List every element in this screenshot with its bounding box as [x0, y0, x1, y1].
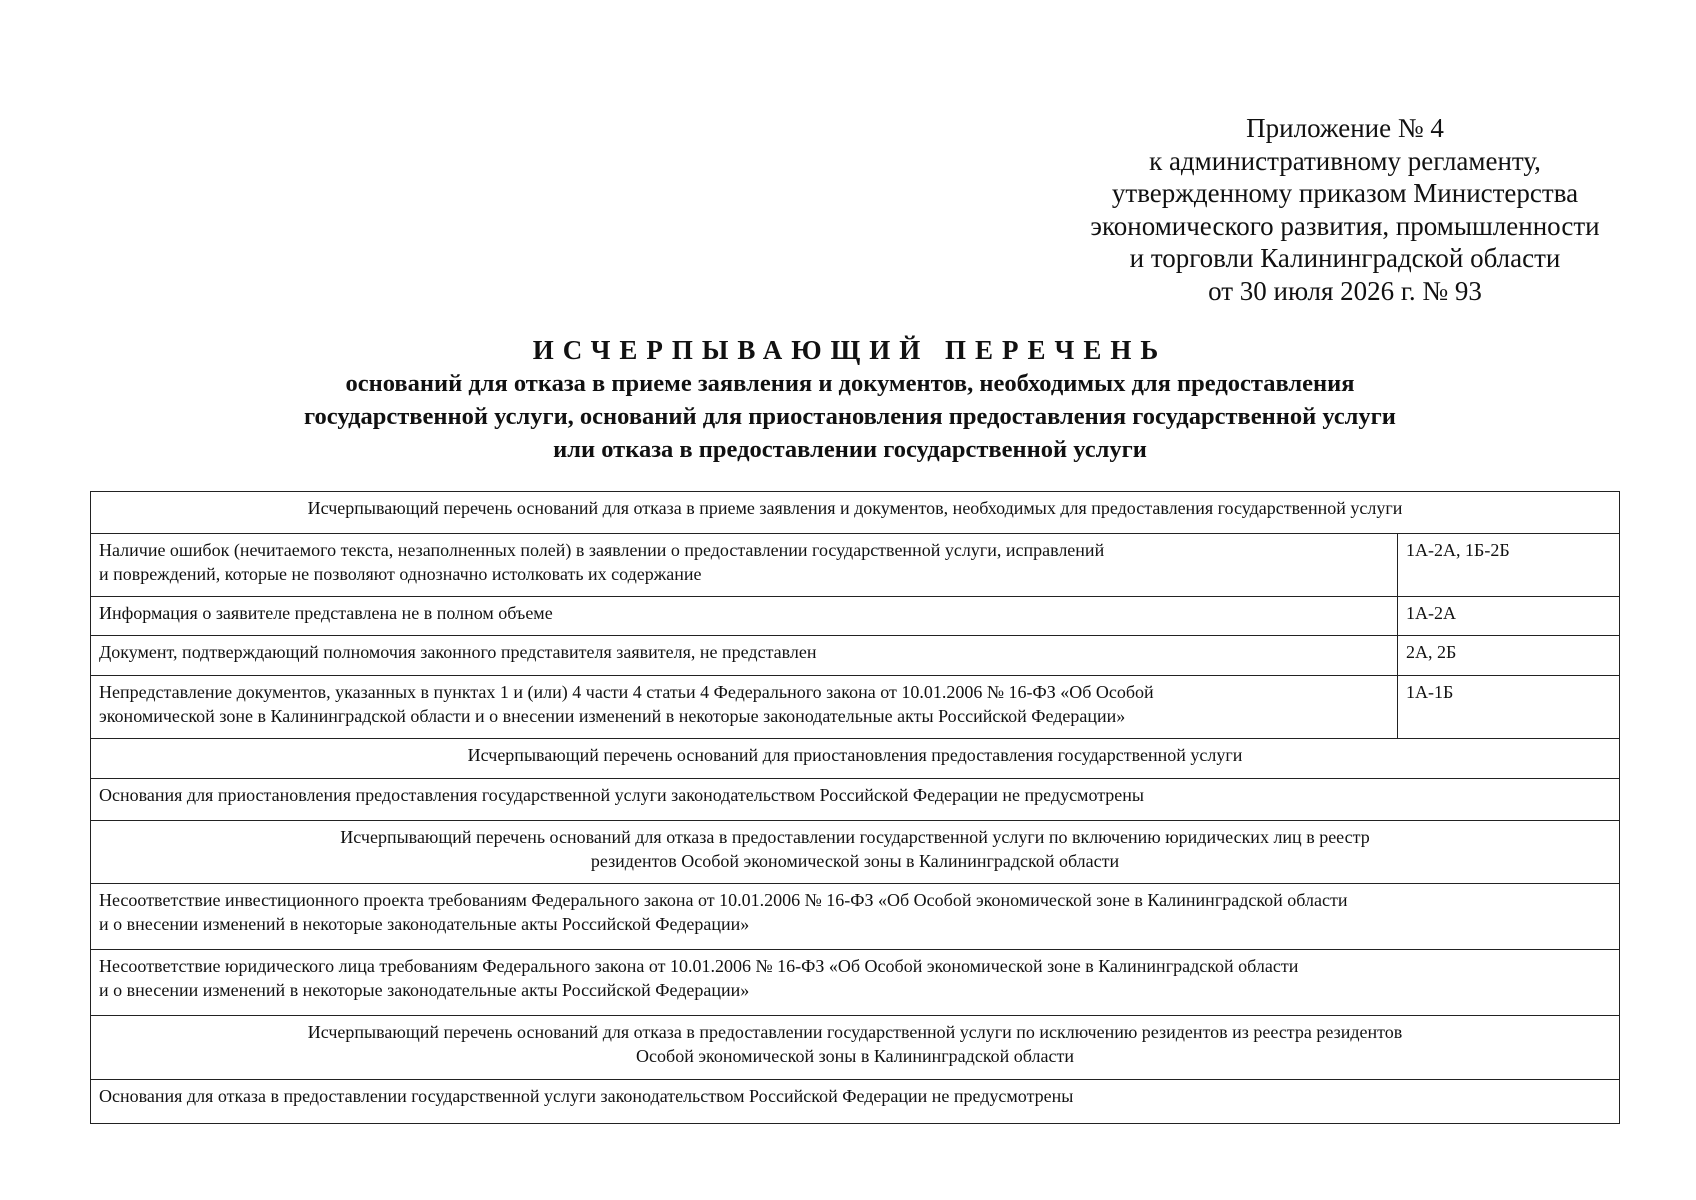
- ground-text-line: и о внесении изменений в некоторые законодательные акты Российской Федерации»: [99, 914, 750, 934]
- ground-text-line: и о внесении изменений в некоторые законодательные акты Российской Федерации»: [99, 980, 750, 1000]
- ground-code: 2А, 2Б: [1398, 636, 1620, 676]
- appendix-line: от 30 июля 2026 г. № 93: [1208, 275, 1482, 306]
- ground-text-line: Основания для приостановления предоставления государственной услуги законодательством Российской Федерации не предусмотрены: [99, 785, 1145, 805]
- section-header-suspension: [91, 739, 1620, 779]
- section-header-text: Исчерпывающий перечень оснований для отказа в приеме заявления и документов, необходимых для предоставления государственной услуги: [307, 498, 1403, 518]
- ground-text-line: Основания для отказа в предоставлении государственной услуги законодательством Российской Федерации не предусмотрены: [99, 1086, 1074, 1106]
- section-header-row: [91, 821, 1620, 884]
- title-main: ИСЧЕРПЫВАЮЩИЙ ПЕРЕЧЕНЬ: [532, 335, 1168, 365]
- ground-text-line: Информация о заявителе представлена не в полном объеме: [99, 603, 553, 623]
- ground-text: [91, 636, 1398, 676]
- section-header-refusal-acceptance: [91, 492, 1620, 534]
- ground-text: [91, 779, 1620, 821]
- ground-text-line: Непредставление документов, указанных в пунктах 1 и (или) 4 части 4 статьи 4 Федерального закона от 10.01.2006 № 16-ФЗ «Об Особой: [99, 682, 1154, 702]
- ground-text: [91, 950, 1620, 1016]
- title-sub-line: государственной услуги, оснований для приостановления предоставления государственной услуги: [304, 403, 1396, 430]
- section-header-row: [91, 492, 1620, 534]
- title-sub-line: или отказа в предоставлении государственной услуги: [553, 436, 1147, 463]
- ground-text: [91, 884, 1620, 950]
- table-row: [91, 779, 1620, 821]
- appendix-line: экономического развития, промышленности: [1090, 210, 1600, 241]
- ground-text: [91, 534, 1398, 597]
- table-row: [91, 534, 1620, 597]
- appendix-header: [1040, 112, 1650, 307]
- section-header-row: [91, 739, 1620, 779]
- ground-code: 1А-2А: [1398, 597, 1620, 636]
- table-row: [91, 1080, 1620, 1124]
- section-header-refusal-inclusion: [91, 821, 1620, 884]
- section-header-text: резидентов Особой экономической зоны в Калининградской области: [590, 851, 1120, 871]
- appendix-line: и торговли Калининградской области: [1129, 243, 1561, 273]
- section-header-text: Особой экономической зоны в Калининградской области: [636, 1046, 1074, 1066]
- title-subtitle: [90, 367, 1610, 466]
- table-row: [91, 884, 1620, 950]
- table-row: [91, 676, 1620, 739]
- document-title: [90, 333, 1610, 466]
- title-sub-line: оснований для отказа в приеме заявления и документов, необходимых для предоставления: [345, 370, 1355, 397]
- ground-code: 1А-2А, 1Б-2Б: [1398, 534, 1620, 597]
- section-header-text: Исчерпывающий перечень оснований для отказа в предоставлении государственной услуги по включению юридических лиц в реестр: [340, 827, 1370, 847]
- ground-text: [91, 1080, 1620, 1124]
- ground-text-line: Наличие ошибок (нечитаемого текста, незаполненных полей) в заявлении о предоставлении государственной услуги, исправлений: [99, 540, 1105, 560]
- appendix-line: Приложение № 4: [1246, 113, 1444, 143]
- table-row: [91, 636, 1620, 676]
- ground-code: 1А-1Б: [1398, 676, 1620, 739]
- section-header-text: Исчерпывающий перечень оснований для приостановления предоставления государственной услуги: [467, 745, 1243, 765]
- ground-text-line: Несоответствие инвестиционного проекта требованиям Федерального закона от 10.01.2006 № 16-ФЗ «Об Особой экономической зоне в Калининградской области: [99, 890, 1348, 910]
- grounds-table: [90, 491, 1620, 1124]
- table-row: [91, 597, 1620, 636]
- table-row: [91, 950, 1620, 1016]
- section-header-refusal-exclusion: [91, 1016, 1620, 1080]
- ground-text-line: Документ, подтверждающий полномочия законного представителя заявителя, не представлен: [99, 642, 817, 662]
- ground-text: [91, 676, 1398, 739]
- section-header-row: [91, 1016, 1620, 1080]
- appendix-line: утвержденному приказом Министерства: [1111, 178, 1579, 208]
- ground-text-line: экономической зоне в Калининградской области и о внесении изменений в некоторые законодательные акты Российской Федерации»: [99, 706, 1126, 726]
- section-header-text: Исчерпывающий перечень оснований для отказа в предоставлении государственной услуги по исключению резидентов из реестра резидентов: [307, 1022, 1403, 1042]
- appendix-line: к административному регламенту,: [1149, 145, 1541, 176]
- ground-text-line: Несоответствие юридического лица требованиям Федерального закона от 10.01.2006 № 16-ФЗ «Об Особой экономической зоне в Калининградской области: [99, 956, 1299, 976]
- ground-text-line: и повреждений, которые не позволяют однозначно истолковать их содержание: [99, 564, 702, 584]
- ground-text: [91, 597, 1398, 636]
